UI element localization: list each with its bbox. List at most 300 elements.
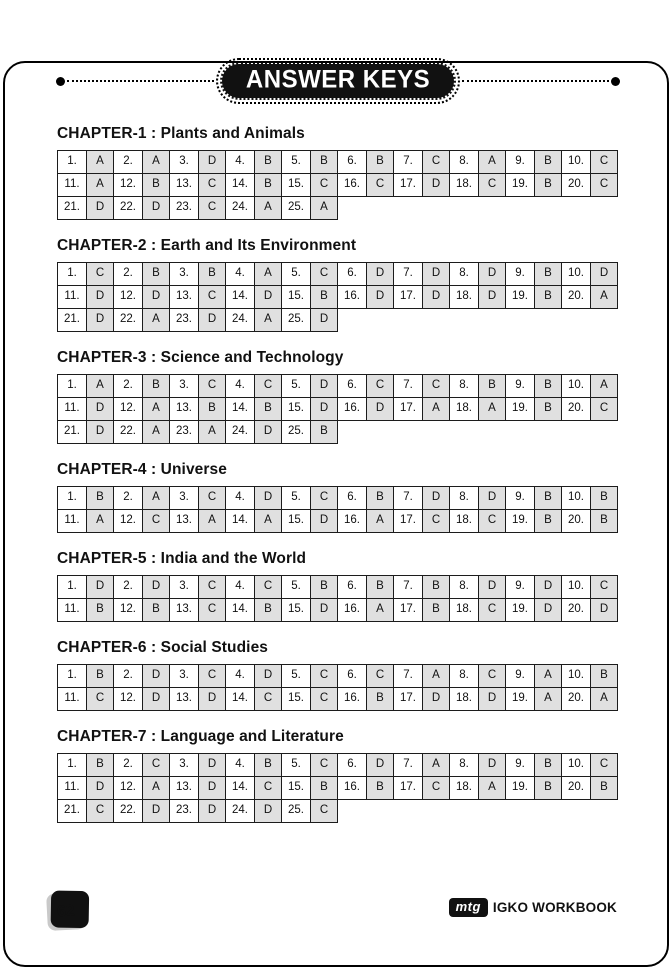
question-number-cell: 19. <box>505 687 535 711</box>
answer-cell: D <box>310 374 338 398</box>
answer-cell: D <box>422 285 450 309</box>
chapter-title: CHAPTER-2 : Earth and Its Environment <box>57 237 357 254</box>
answer-cell: D <box>86 776 114 800</box>
question-number-cell: 14. <box>225 285 255 309</box>
question-number-cell: 12. <box>113 509 143 533</box>
answer-cell: D <box>478 262 506 286</box>
question-number-cell: 19. <box>505 776 535 800</box>
answer-cell: D <box>366 397 394 421</box>
question-number-cell: 10. <box>561 753 591 777</box>
answer-cell: C <box>478 598 506 622</box>
answer-cell: D <box>366 753 394 777</box>
answer-cell: D <box>590 262 618 286</box>
question-number-cell: 19. <box>505 598 535 622</box>
answer-cell: C <box>198 374 226 398</box>
answer-cell: A <box>478 150 506 174</box>
answer-cell: B <box>366 776 394 800</box>
answer-cell: D <box>86 285 114 309</box>
answer-cell: C <box>590 173 618 197</box>
question-number-cell: 7. <box>393 150 423 174</box>
question-number-cell: 6. <box>337 486 367 510</box>
question-number-cell: 3. <box>169 150 199 174</box>
answer-cell: B <box>142 173 170 197</box>
question-number-cell: 6. <box>337 374 367 398</box>
answer-cell: B <box>534 374 562 398</box>
answer-cell: B <box>422 598 450 622</box>
answer-cell: C <box>310 664 338 688</box>
answer-cell: C <box>310 173 338 197</box>
question-number-cell: 1. <box>57 575 87 599</box>
answer-cell: C <box>310 262 338 286</box>
answer-cell: D <box>254 799 282 823</box>
answer-cell: D <box>86 575 114 599</box>
publisher-brand <box>449 898 617 917</box>
answer-cell: D <box>142 799 170 823</box>
question-number-cell: 13. <box>169 776 199 800</box>
mtg-logo: mtg <box>449 898 488 917</box>
answer-cell: B <box>534 753 562 777</box>
question-number-cell: 8. <box>449 150 479 174</box>
question-number-cell: 7. <box>393 575 423 599</box>
question-number-cell: 3. <box>169 664 199 688</box>
answer-cell: A <box>254 262 282 286</box>
chapter-section <box>57 237 623 332</box>
question-number-cell: 22. <box>113 196 143 220</box>
question-number-cell: 9. <box>505 753 535 777</box>
question-number-cell: 17. <box>393 687 423 711</box>
answer-cell: B <box>478 374 506 398</box>
answer-cell: C <box>422 509 450 533</box>
answer-table-row <box>57 486 623 510</box>
question-number-cell: 16. <box>337 173 367 197</box>
answer-cell: B <box>534 486 562 510</box>
question-number-cell: 21. <box>57 799 87 823</box>
answer-cell: B <box>310 285 338 309</box>
question-number-cell: 11. <box>57 598 87 622</box>
chapter-section <box>57 639 623 711</box>
question-number-cell: 8. <box>449 374 479 398</box>
chapter-section <box>57 349 623 444</box>
answer-cell: D <box>254 285 282 309</box>
question-number-cell: 4. <box>225 753 255 777</box>
question-number-cell: 24. <box>225 308 255 332</box>
chapter-title: CHAPTER-1 : Plants and Animals <box>57 125 305 142</box>
answer-table-row <box>57 598 623 622</box>
workbook-brand-text: IGKO WORKBOOK <box>492 900 617 915</box>
question-number-cell: 17. <box>393 397 423 421</box>
question-number-cell: 4. <box>225 664 255 688</box>
answer-table-row <box>57 150 623 174</box>
answer-cell: B <box>142 598 170 622</box>
question-number-cell: 17. <box>393 285 423 309</box>
answer-cell: D <box>142 687 170 711</box>
answer-table-row <box>57 262 623 286</box>
question-number-cell: 5. <box>281 262 311 286</box>
answer-cell: D <box>478 687 506 711</box>
answer-cell: D <box>198 150 226 174</box>
question-number-cell: 11. <box>57 776 87 800</box>
answer-cell: A <box>422 753 450 777</box>
question-number-cell: 20. <box>561 285 591 309</box>
answer-cell: C <box>422 150 450 174</box>
answer-cell: A <box>142 420 170 444</box>
answer-cell: A <box>86 173 114 197</box>
answer-cell: C <box>198 598 226 622</box>
answer-cell: B <box>198 397 226 421</box>
answer-cell: C <box>198 285 226 309</box>
question-number-cell: 16. <box>337 687 367 711</box>
answer-cell: A <box>86 150 114 174</box>
answer-cell: B <box>86 598 114 622</box>
answer-cell: C <box>590 150 618 174</box>
answer-cell: B <box>366 575 394 599</box>
question-number-cell: 8. <box>449 664 479 688</box>
answer-cell: B <box>590 776 618 800</box>
question-number-cell: 17. <box>393 173 423 197</box>
answer-table-row <box>57 799 623 823</box>
answer-cell: D <box>198 308 226 332</box>
chapter-section <box>57 728 623 823</box>
answer-cell: A <box>142 776 170 800</box>
answer-cell: D <box>478 753 506 777</box>
question-number-cell: 8. <box>449 575 479 599</box>
answer-table-row <box>57 374 623 398</box>
answer-cell: D <box>422 262 450 286</box>
answer-cell: C <box>366 374 394 398</box>
question-number-cell: 6. <box>337 262 367 286</box>
answer-cell: D <box>534 575 562 599</box>
question-number-cell: 9. <box>505 150 535 174</box>
answer-cell: A <box>310 196 338 220</box>
question-number-cell: 24. <box>225 799 255 823</box>
answer-cell: B <box>366 150 394 174</box>
answer-cell: C <box>310 799 338 823</box>
chapter-title: CHAPTER-5 : India and the World <box>57 550 307 567</box>
answer-cell: C <box>590 397 618 421</box>
question-number-cell: 2. <box>113 575 143 599</box>
answer-cell: B <box>366 486 394 510</box>
question-number-cell: 18. <box>449 776 479 800</box>
question-number-cell: 11. <box>57 397 87 421</box>
answer-cell: D <box>142 664 170 688</box>
answer-cell: B <box>310 575 338 599</box>
answer-cell: B <box>254 598 282 622</box>
question-number-cell: 4. <box>225 374 255 398</box>
chapter-section <box>57 461 623 533</box>
question-number-cell: 7. <box>393 753 423 777</box>
answer-cell: B <box>534 173 562 197</box>
answer-cell: A <box>254 308 282 332</box>
question-number-cell: 17. <box>393 598 423 622</box>
answer-cell: C <box>366 664 394 688</box>
question-number-cell: 2. <box>113 664 143 688</box>
answer-cell: B <box>254 753 282 777</box>
answer-cell: A <box>198 420 226 444</box>
question-number-cell: 4. <box>225 262 255 286</box>
question-number-cell: 24. <box>225 420 255 444</box>
answer-cell: A <box>86 374 114 398</box>
question-number-cell: 7. <box>393 262 423 286</box>
question-number-cell: 6. <box>337 664 367 688</box>
answer-cell: D <box>86 308 114 332</box>
question-number-cell: 12. <box>113 285 143 309</box>
question-number-cell: 15. <box>281 173 311 197</box>
answer-cell: C <box>198 196 226 220</box>
answer-cell: C <box>422 374 450 398</box>
answer-cell: C <box>198 173 226 197</box>
question-number-cell: 18. <box>449 397 479 421</box>
question-number-cell: 16. <box>337 776 367 800</box>
answer-cell: A <box>142 308 170 332</box>
question-number-cell: 1. <box>57 664 87 688</box>
question-number-cell: 5. <box>281 150 311 174</box>
answer-cell: A <box>254 196 282 220</box>
answer-cell: B <box>254 397 282 421</box>
question-number-cell: 6. <box>337 150 367 174</box>
answer-cell: A <box>422 664 450 688</box>
question-number-cell: 2. <box>113 486 143 510</box>
question-number-cell: 23. <box>169 420 199 444</box>
answer-cell: C <box>86 687 114 711</box>
question-number-cell: 3. <box>169 575 199 599</box>
question-number-cell: 15. <box>281 776 311 800</box>
answer-cell: D <box>198 776 226 800</box>
answer-cell: B <box>422 575 450 599</box>
answer-cell: C <box>198 575 226 599</box>
answer-table-row <box>57 509 623 533</box>
answer-cell: B <box>366 687 394 711</box>
question-number-cell: 5. <box>281 486 311 510</box>
question-number-cell: 23. <box>169 196 199 220</box>
question-number-cell: 17. <box>393 776 423 800</box>
question-number-cell: 10. <box>561 664 591 688</box>
answer-cell: D <box>366 262 394 286</box>
answer-cell: C <box>198 486 226 510</box>
answer-cell: D <box>254 664 282 688</box>
answer-cell: B <box>590 486 618 510</box>
question-number-cell: 15. <box>281 397 311 421</box>
question-number-cell: 25. <box>281 420 311 444</box>
header-left-dot-icon <box>56 77 65 86</box>
question-number-cell: 7. <box>393 486 423 510</box>
question-number-cell: 22. <box>113 308 143 332</box>
answer-cell: C <box>142 753 170 777</box>
answer-cell: D <box>198 799 226 823</box>
chapter-title: CHAPTER-6 : Social Studies <box>57 639 269 656</box>
answer-table-row <box>57 776 623 800</box>
chapter-section <box>57 125 623 220</box>
answer-cell: C <box>254 776 282 800</box>
answer-cell: A <box>366 509 394 533</box>
answer-table-row <box>57 196 623 220</box>
question-number-cell: 1. <box>57 150 87 174</box>
answer-keys-badge <box>216 58 460 104</box>
question-number-cell: 10. <box>561 374 591 398</box>
answer-cell: C <box>366 173 394 197</box>
question-number-cell: 6. <box>337 753 367 777</box>
answer-cell: B <box>534 285 562 309</box>
question-number-cell: 4. <box>225 150 255 174</box>
answer-table-row <box>57 687 623 711</box>
answer-cell: C <box>310 687 338 711</box>
answer-cell: C <box>478 509 506 533</box>
question-number-cell: 5. <box>281 753 311 777</box>
answer-table-row <box>57 753 623 777</box>
question-number-cell: 14. <box>225 598 255 622</box>
question-number-cell: 2. <box>113 150 143 174</box>
answer-cell: D <box>310 308 338 332</box>
chapters-container <box>57 125 623 823</box>
question-number-cell: 14. <box>225 687 255 711</box>
answer-cell: B <box>310 776 338 800</box>
answer-cell: D <box>142 196 170 220</box>
question-number-cell: 22. <box>113 799 143 823</box>
answer-cell: D <box>422 173 450 197</box>
answer-cell: C <box>86 799 114 823</box>
chapter-title: CHAPTER-4 : Universe <box>57 461 227 478</box>
question-number-cell: 18. <box>449 285 479 309</box>
answer-cell: A <box>142 486 170 510</box>
question-number-cell: 12. <box>113 397 143 421</box>
question-number-cell: 11. <box>57 173 87 197</box>
question-number-cell: 13. <box>169 598 199 622</box>
answer-cell: A <box>254 509 282 533</box>
answer-table-row <box>57 420 623 444</box>
answer-cell: C <box>254 374 282 398</box>
answer-table-row <box>57 397 623 421</box>
answer-keys-badge-inner <box>220 62 456 100</box>
question-number-cell: 13. <box>169 173 199 197</box>
question-number-cell: 19. <box>505 285 535 309</box>
answer-cell: A <box>534 687 562 711</box>
question-number-cell: 11. <box>57 687 87 711</box>
answer-cell: D <box>198 687 226 711</box>
answer-cell: B <box>198 262 226 286</box>
question-number-cell: 15. <box>281 285 311 309</box>
answer-table-row <box>57 575 623 599</box>
answer-cell: D <box>478 486 506 510</box>
question-number-cell: 21. <box>57 308 87 332</box>
answer-cell: D <box>198 753 226 777</box>
answer-cell: B <box>534 150 562 174</box>
question-number-cell: 2. <box>113 374 143 398</box>
question-number-cell: 14. <box>225 173 255 197</box>
question-number-cell: 3. <box>169 374 199 398</box>
question-number-cell: 12. <box>113 776 143 800</box>
question-number-cell: 20. <box>561 687 591 711</box>
question-number-cell: 13. <box>169 285 199 309</box>
question-number-cell: 6. <box>337 575 367 599</box>
answer-cell: D <box>142 285 170 309</box>
question-number-cell: 19. <box>505 397 535 421</box>
answer-cell: C <box>142 509 170 533</box>
question-number-cell: 18. <box>449 509 479 533</box>
question-number-cell: 3. <box>169 486 199 510</box>
answer-cell: A <box>86 509 114 533</box>
question-number-cell: 20. <box>561 509 591 533</box>
answer-cell: A <box>534 664 562 688</box>
answer-cell: B <box>254 173 282 197</box>
answer-cell: D <box>590 598 618 622</box>
chapter-section <box>57 550 623 622</box>
answer-cell: A <box>142 150 170 174</box>
header-right-dotted-line <box>462 80 609 82</box>
header-right-dot-icon <box>611 77 620 86</box>
question-number-cell: 4. <box>225 486 255 510</box>
answer-cell: A <box>590 285 618 309</box>
question-number-cell: 20. <box>561 776 591 800</box>
answer-cell: C <box>310 753 338 777</box>
question-number-cell: 1. <box>57 486 87 510</box>
question-number-cell: 7. <box>393 374 423 398</box>
answer-cell: C <box>254 575 282 599</box>
answer-cell: D <box>254 486 282 510</box>
answer-cell: A <box>142 397 170 421</box>
answer-cell: D <box>422 687 450 711</box>
question-number-cell: 14. <box>225 397 255 421</box>
question-number-cell: 9. <box>505 374 535 398</box>
answer-cell: C <box>198 664 226 688</box>
answer-cell: D <box>366 285 394 309</box>
question-number-cell: 16. <box>337 285 367 309</box>
question-number-cell: 1. <box>57 374 87 398</box>
answer-table-row <box>57 173 623 197</box>
answer-cell: B <box>534 776 562 800</box>
answer-cell: A <box>590 687 618 711</box>
question-number-cell: 25. <box>281 308 311 332</box>
answer-cell: D <box>310 397 338 421</box>
answer-cell: B <box>590 664 618 688</box>
question-number-cell: 13. <box>169 687 199 711</box>
question-number-cell: 22. <box>113 420 143 444</box>
answer-cell: C <box>86 262 114 286</box>
question-number-cell: 8. <box>449 753 479 777</box>
answer-cell: B <box>86 486 114 510</box>
question-number-cell: 1. <box>57 753 87 777</box>
question-number-cell: 20. <box>561 173 591 197</box>
answer-cell: B <box>534 262 562 286</box>
answer-cell: B <box>590 509 618 533</box>
question-number-cell: 19. <box>505 173 535 197</box>
question-number-cell: 25. <box>281 799 311 823</box>
question-number-cell: 4. <box>225 575 255 599</box>
question-number-cell: 10. <box>561 262 591 286</box>
question-number-cell: 21. <box>57 196 87 220</box>
question-number-cell: 19. <box>505 509 535 533</box>
question-number-cell: 9. <box>505 664 535 688</box>
answer-cell: A <box>198 509 226 533</box>
question-number-cell: 9. <box>505 486 535 510</box>
question-number-cell: 16. <box>337 509 367 533</box>
answer-cell: C <box>422 776 450 800</box>
answer-table-row <box>57 308 623 332</box>
answer-cell: D <box>86 397 114 421</box>
question-number-cell: 16. <box>337 598 367 622</box>
answer-cell: B <box>534 397 562 421</box>
answer-cell: C <box>478 664 506 688</box>
question-number-cell: 5. <box>281 664 311 688</box>
answer-cell: A <box>478 397 506 421</box>
question-number-cell: 12. <box>113 173 143 197</box>
answer-cell: D <box>142 575 170 599</box>
question-number-cell: 23. <box>169 799 199 823</box>
question-number-cell: 14. <box>225 509 255 533</box>
chapter-title: CHAPTER-3 : Science and Technology <box>57 349 344 366</box>
answer-cell: A <box>366 598 394 622</box>
question-number-cell: 5. <box>281 374 311 398</box>
answer-cell: B <box>142 374 170 398</box>
question-number-cell: 18. <box>449 173 479 197</box>
